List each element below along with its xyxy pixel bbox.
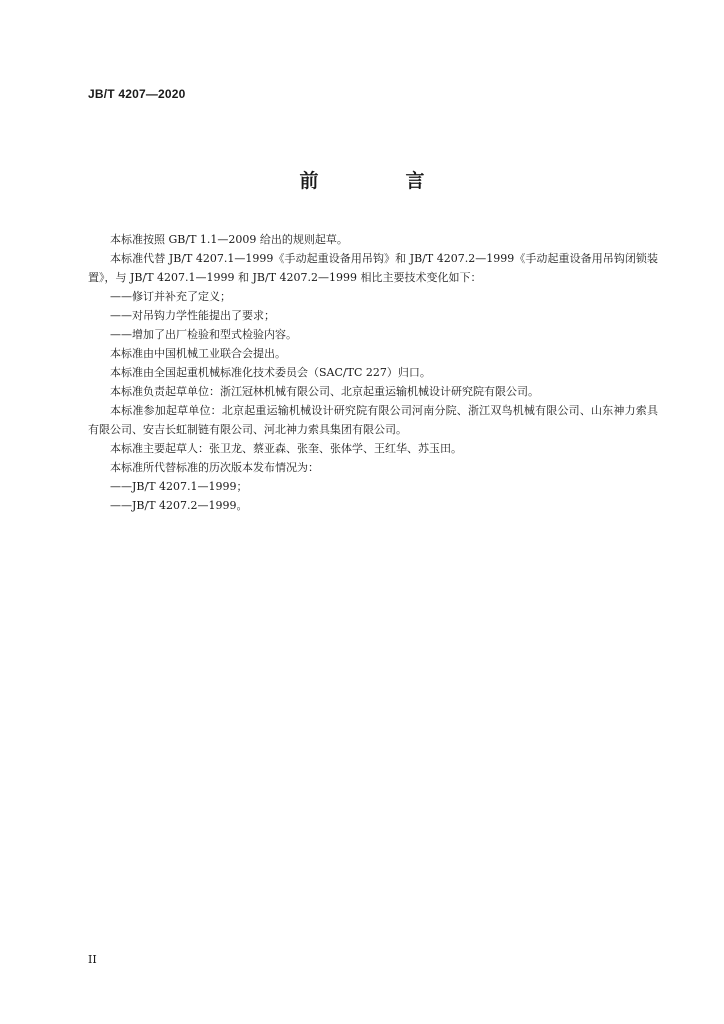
list-item-change-2: ——对吊钩力学性能提出了要求； (110, 309, 275, 322)
standard-code: JB/T 4207—2020 (88, 87, 186, 101)
page-title: 前 言 (299, 170, 459, 192)
list-item-version-1: ——JB/T 4207.1—1999； (110, 480, 248, 493)
paragraph-drafting-rules: 本标准按照 GB/T 1.1—2009 给出的规则起草。 (110, 233, 348, 246)
list-item-version-2: ——JB/T 4207.2—1999。 (110, 499, 248, 512)
list-item-change-3: ——增加了出厂检验和型式检验内容。 (110, 328, 297, 341)
page-number: II (88, 953, 97, 966)
paragraph-responsible-drafters: 本标准负责起草单位：浙江冠林机械有限公司、北京起重运输机械设计研究院有限公司。 (110, 385, 539, 398)
foreword-body (88, 230, 658, 515)
paragraph-under-jurisdiction: 本标准由全国起重机械标准化技术委员会（SAC/TC 227）归口。 (110, 366, 431, 379)
paragraph-proposed-by: 本标准由中国机械工业联合会提出。 (110, 347, 286, 360)
list-item-change-1: ——修订并补充了定义； (110, 290, 231, 303)
paragraph-replaces: 本标准代替 JB/T 4207.1—1999《手动起重设备用吊钩》和 JB/T 4207.2—1999《手动起重设备用吊钩闭锁装置》，与 JB/T 4207.1—1999 和 JB/T 4207.2—1999 相比主要技术变化如下： (88, 252, 658, 284)
paragraph-participating-drafters: 本标准参加起草单位：北京起重运输机械设计研究院有限公司河南分院、浙江双鸟机械有限公司、山东神力索具有限公司、安吉长虹制链有限公司、河北神力索具集团有限公司。 (88, 404, 658, 436)
paragraph-main-drafters: 本标准主要起草人：张卫龙、蔡亚森、张奎、张体学、王红华、苏玉田。 (110, 442, 462, 455)
paragraph-version-history: 本标准所代替标准的历次版本发布情况为： (110, 461, 319, 474)
